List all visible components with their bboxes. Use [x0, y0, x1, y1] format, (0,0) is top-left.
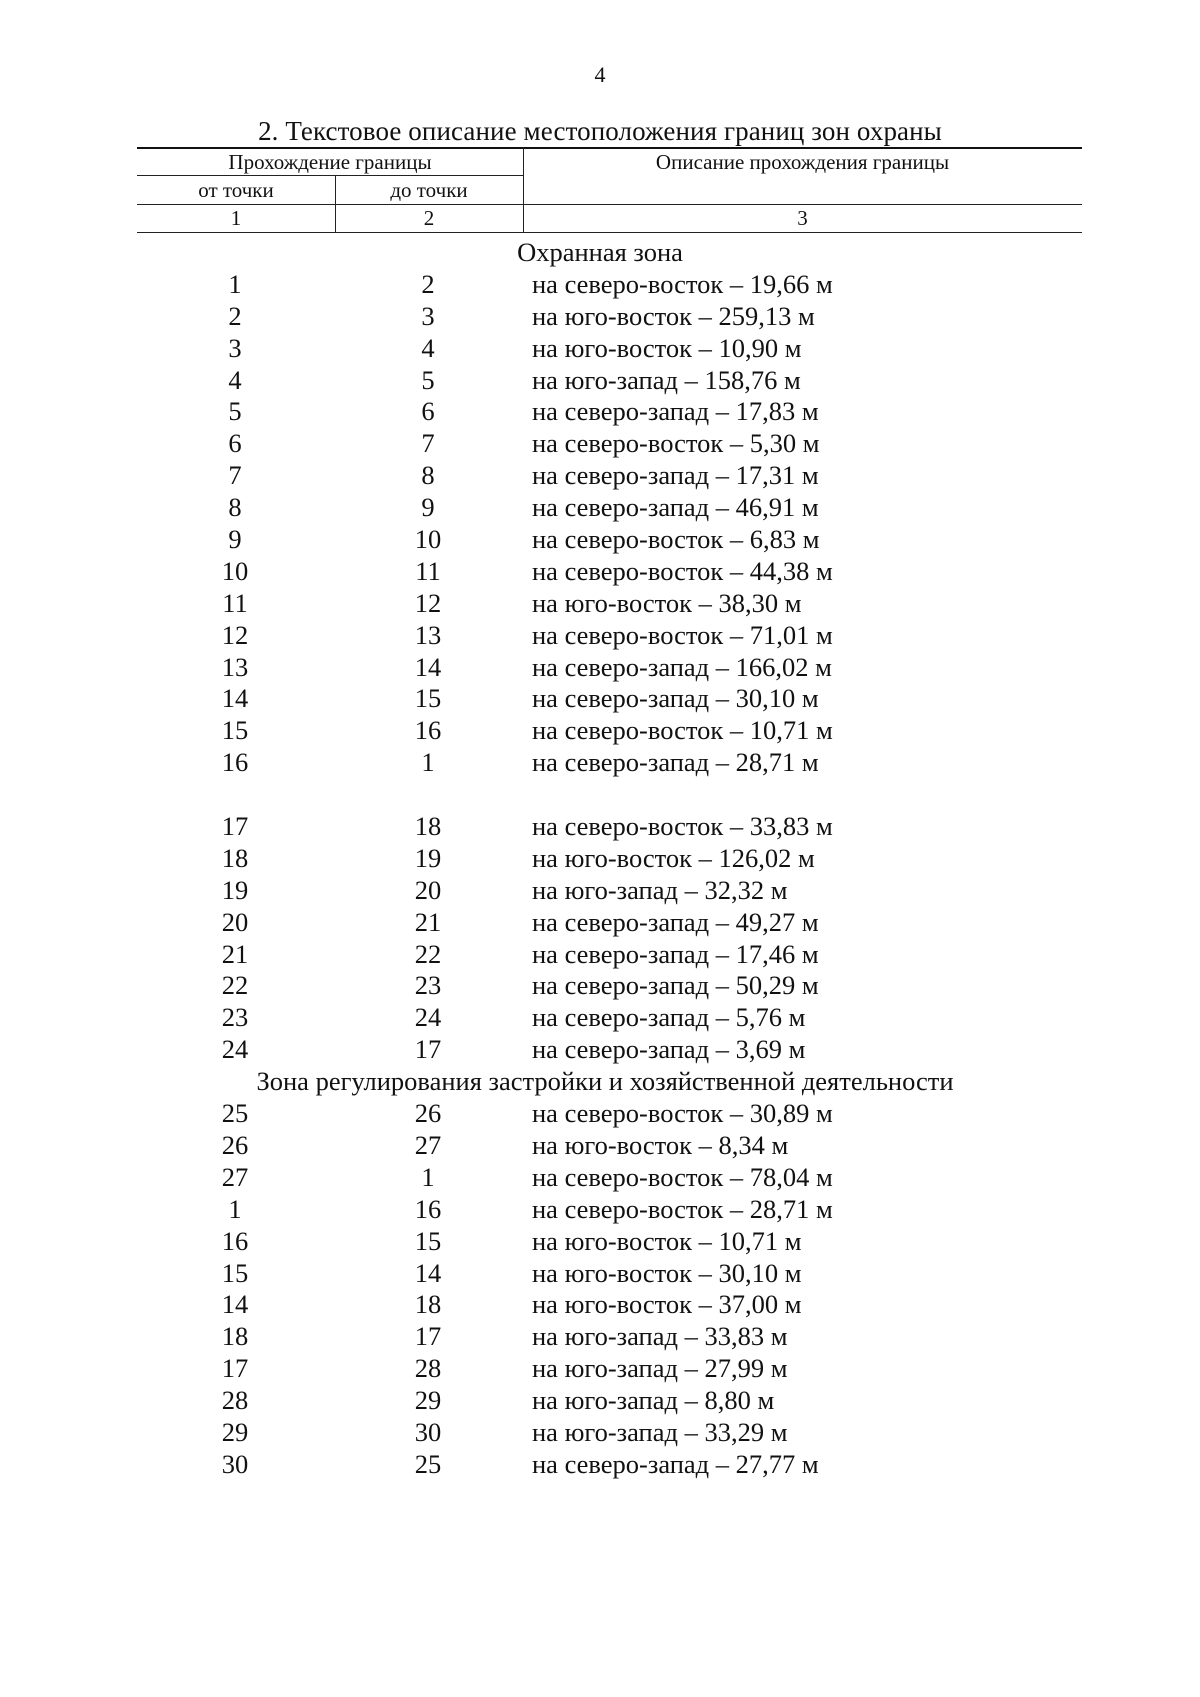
table-row	[0, 970, 1200, 1002]
table-row	[0, 1353, 1200, 1385]
table-row	[0, 907, 1200, 939]
description-cell: на юго-восток – 126,02 м	[532, 842, 815, 873]
table-row	[0, 1258, 1200, 1290]
to-point-cell: 4	[421, 332, 435, 363]
table-row	[0, 843, 1200, 875]
from-point-cell: 14	[221, 1289, 249, 1320]
description-cell: на юго-восток – 37,00 м	[532, 1289, 802, 1320]
to-point-cell: 16	[414, 715, 442, 746]
document-title: 2. Текстовое описание местоположения границ зон охраны	[258, 116, 942, 146]
table-row	[0, 524, 1200, 556]
from-point-cell: 20	[221, 906, 249, 937]
to-point-cell: 29	[414, 1385, 442, 1416]
header-to-point: до точки	[390, 178, 468, 202]
from-point-cell: 7	[228, 460, 242, 491]
table-row	[0, 492, 1200, 524]
description-cell: на северо-запад – 30,10 м	[532, 683, 819, 714]
from-point-cell: 19	[221, 874, 249, 905]
description-cell: на северо-запад – 166,02 м	[532, 651, 832, 682]
header-group-rule	[137, 175, 523, 176]
header-description: Описание прохождения границы	[655, 150, 950, 174]
table-row	[0, 1289, 1200, 1321]
table-row	[0, 1034, 1200, 1066]
from-point-cell: 29	[221, 1416, 249, 1447]
description-cell: на северо-восток – 5,30 м	[532, 428, 820, 459]
description-cell: на северо-восток – 19,66 м	[532, 268, 833, 299]
description-cell: на юго-восток – 38,30 м	[532, 587, 802, 618]
to-point-cell: 2	[421, 268, 435, 299]
to-point-cell: 30	[414, 1416, 442, 1447]
description-cell: на северо-восток – 10,71 м	[532, 715, 833, 746]
table-row	[0, 301, 1200, 333]
table-body	[0, 237, 1200, 1481]
description-cell: на юго-запад – 33,83 м	[532, 1321, 788, 1352]
table-row	[0, 1449, 1200, 1481]
to-point-cell: 20	[414, 874, 442, 905]
from-point-cell: 14	[221, 683, 249, 714]
to-point-cell: 13	[414, 619, 442, 650]
to-point-cell: 18	[414, 1289, 442, 1320]
from-point-cell: 18	[221, 842, 249, 873]
to-point-cell: 17	[414, 1321, 442, 1352]
from-point-cell: 13	[221, 651, 249, 682]
from-point-cell: 15	[221, 715, 249, 746]
from-point-cell: 5	[228, 396, 242, 427]
table-row	[0, 1130, 1200, 1162]
to-point-cell: 12	[414, 587, 442, 618]
description-cell: на юго-запад – 33,29 м	[532, 1416, 788, 1447]
from-point-cell: 17	[221, 811, 249, 842]
from-point-cell: 17	[221, 1353, 249, 1384]
to-point-cell: 8	[421, 460, 435, 491]
to-point-cell: 3	[421, 300, 435, 331]
header-col-number-2: 2	[423, 206, 435, 230]
from-point-cell: 11	[222, 587, 248, 618]
to-point-cell: 14	[414, 651, 442, 682]
group-spacer	[0, 779, 1200, 811]
section-title: Зона регулирования застройки и хозяйственной деятельности	[256, 1066, 954, 1097]
page-number: 4	[594, 62, 606, 87]
description-cell: на северо-восток – 33,83 м	[532, 811, 833, 842]
from-point-cell: 2	[228, 300, 242, 331]
table-row	[0, 428, 1200, 460]
description-cell: на северо-запад – 46,91 м	[532, 492, 819, 523]
header-col-number-1: 1	[230, 206, 242, 230]
from-point-cell: 16	[221, 1225, 249, 1256]
from-point-cell: 4	[228, 364, 242, 395]
table-row	[0, 1098, 1200, 1130]
from-point-cell: 1	[228, 268, 242, 299]
table-row	[0, 1417, 1200, 1449]
description-cell: на северо-запад – 27,77 м	[532, 1448, 819, 1479]
table-row	[0, 1002, 1200, 1034]
table-row	[0, 396, 1200, 428]
table-row	[0, 1162, 1200, 1194]
description-cell: на северо-запад – 3,69 м	[532, 1034, 806, 1065]
from-point-cell: 12	[221, 619, 249, 650]
header-mid-rule	[137, 204, 1082, 205]
description-cell: на северо-восток – 71,01 м	[532, 619, 833, 650]
to-point-cell: 27	[414, 1129, 442, 1160]
table-row	[0, 333, 1200, 365]
description-cell: на юго-восток – 30,10 м	[532, 1257, 802, 1288]
table-row	[0, 588, 1200, 620]
from-point-cell: 1	[228, 1193, 242, 1224]
description-cell: на северо-восток – 30,89 м	[532, 1098, 833, 1129]
header-passage-group: Прохождение границы	[228, 150, 432, 174]
description-cell: на северо-запад – 17,31 м	[532, 460, 819, 491]
table-row	[0, 939, 1200, 971]
table-row	[0, 1194, 1200, 1226]
table-row	[0, 269, 1200, 301]
table-row	[0, 365, 1200, 397]
to-point-cell: 28	[414, 1353, 442, 1384]
to-point-cell: 25	[414, 1448, 442, 1479]
header-col-number-3: 3	[797, 206, 808, 230]
table-row	[0, 556, 1200, 588]
description-cell: на северо-восток – 28,71 м	[532, 1193, 833, 1224]
description-cell: на северо-запад – 17,46 м	[532, 938, 819, 969]
to-point-cell: 18	[414, 811, 442, 842]
to-point-cell: 5	[421, 364, 435, 395]
to-point-cell: 22	[414, 938, 442, 969]
to-point-cell: 16	[414, 1193, 442, 1224]
description-cell: на северо-восток – 44,38 м	[532, 555, 833, 586]
from-point-cell: 9	[228, 524, 242, 555]
to-point-cell: 10	[414, 524, 442, 555]
table-row	[0, 875, 1200, 907]
section-title: Охранная зона	[517, 237, 683, 267]
table-row	[0, 811, 1200, 843]
to-point-cell: 1	[421, 1161, 435, 1192]
to-point-cell: 7	[421, 428, 435, 459]
table-row	[0, 683, 1200, 715]
to-point-cell: 23	[414, 970, 442, 1001]
table-row	[0, 747, 1200, 779]
table-row	[0, 620, 1200, 652]
from-point-cell: 26	[221, 1129, 249, 1160]
from-point-cell: 21	[221, 938, 249, 969]
description-cell: на северо-запад – 5,76 м	[532, 1002, 806, 1033]
header-top-rule	[137, 147, 1082, 149]
description-cell: на юго-восток – 10,90 м	[532, 332, 802, 363]
table-row	[0, 652, 1200, 684]
description-cell: на северо-восток – 78,04 м	[532, 1161, 833, 1192]
header-bottom-rule	[137, 232, 1082, 233]
table-row	[0, 1226, 1200, 1258]
description-cell: на юго-восток – 8,34 м	[532, 1129, 789, 1160]
from-point-cell: 15	[221, 1257, 249, 1288]
to-point-cell: 21	[414, 906, 442, 937]
description-cell: на юго-восток – 259,13 м	[532, 300, 815, 331]
to-point-cell: 26	[414, 1098, 442, 1129]
to-point-cell: 1	[421, 747, 435, 778]
to-point-cell: 15	[414, 683, 442, 714]
from-point-cell: 30	[221, 1448, 249, 1479]
description-cell: на юго-восток – 10,71 м	[532, 1225, 802, 1256]
to-point-cell: 24	[414, 1002, 442, 1033]
description-cell: на юго-запад – 32,32 м	[532, 874, 788, 905]
from-point-cell: 3	[228, 332, 242, 363]
from-point-cell: 18	[221, 1321, 249, 1352]
from-point-cell: 25	[221, 1098, 249, 1129]
to-point-cell: 6	[421, 396, 435, 427]
from-point-cell: 27	[221, 1161, 249, 1192]
to-point-cell: 17	[414, 1034, 442, 1065]
section-heading-row	[0, 237, 1200, 269]
from-point-cell: 8	[228, 492, 242, 523]
description-cell: на северо-запад – 28,71 м	[532, 747, 819, 778]
table-row	[0, 460, 1200, 492]
from-point-cell: 16	[221, 747, 249, 778]
table-row	[0, 1321, 1200, 1353]
table-row	[0, 1385, 1200, 1417]
header-from-point: от точки	[198, 178, 274, 202]
from-point-cell: 6	[228, 428, 242, 459]
to-point-cell: 19	[414, 842, 442, 873]
description-cell: на юго-запад – 27,99 м	[532, 1353, 788, 1384]
section-heading-row	[0, 1066, 1200, 1098]
description-cell: на юго-запад – 8,80 м	[532, 1385, 775, 1416]
to-point-cell: 9	[421, 492, 435, 523]
from-point-cell: 24	[221, 1034, 249, 1065]
to-point-cell: 15	[414, 1225, 442, 1256]
table-row	[0, 715, 1200, 747]
description-cell: на северо-запад – 49,27 м	[532, 906, 819, 937]
to-point-cell: 14	[414, 1257, 442, 1288]
description-cell: на северо-восток – 6,83 м	[532, 524, 820, 555]
from-point-cell: 23	[221, 1002, 249, 1033]
from-point-cell: 22	[221, 970, 249, 1001]
description-cell: на северо-запад – 17,83 м	[532, 396, 819, 427]
description-cell: на северо-запад – 50,29 м	[532, 970, 819, 1001]
from-point-cell: 10	[221, 555, 249, 586]
to-point-cell: 11	[415, 555, 441, 586]
from-point-cell: 28	[221, 1385, 249, 1416]
description-cell: на юго-запад – 158,76 м	[532, 364, 801, 395]
